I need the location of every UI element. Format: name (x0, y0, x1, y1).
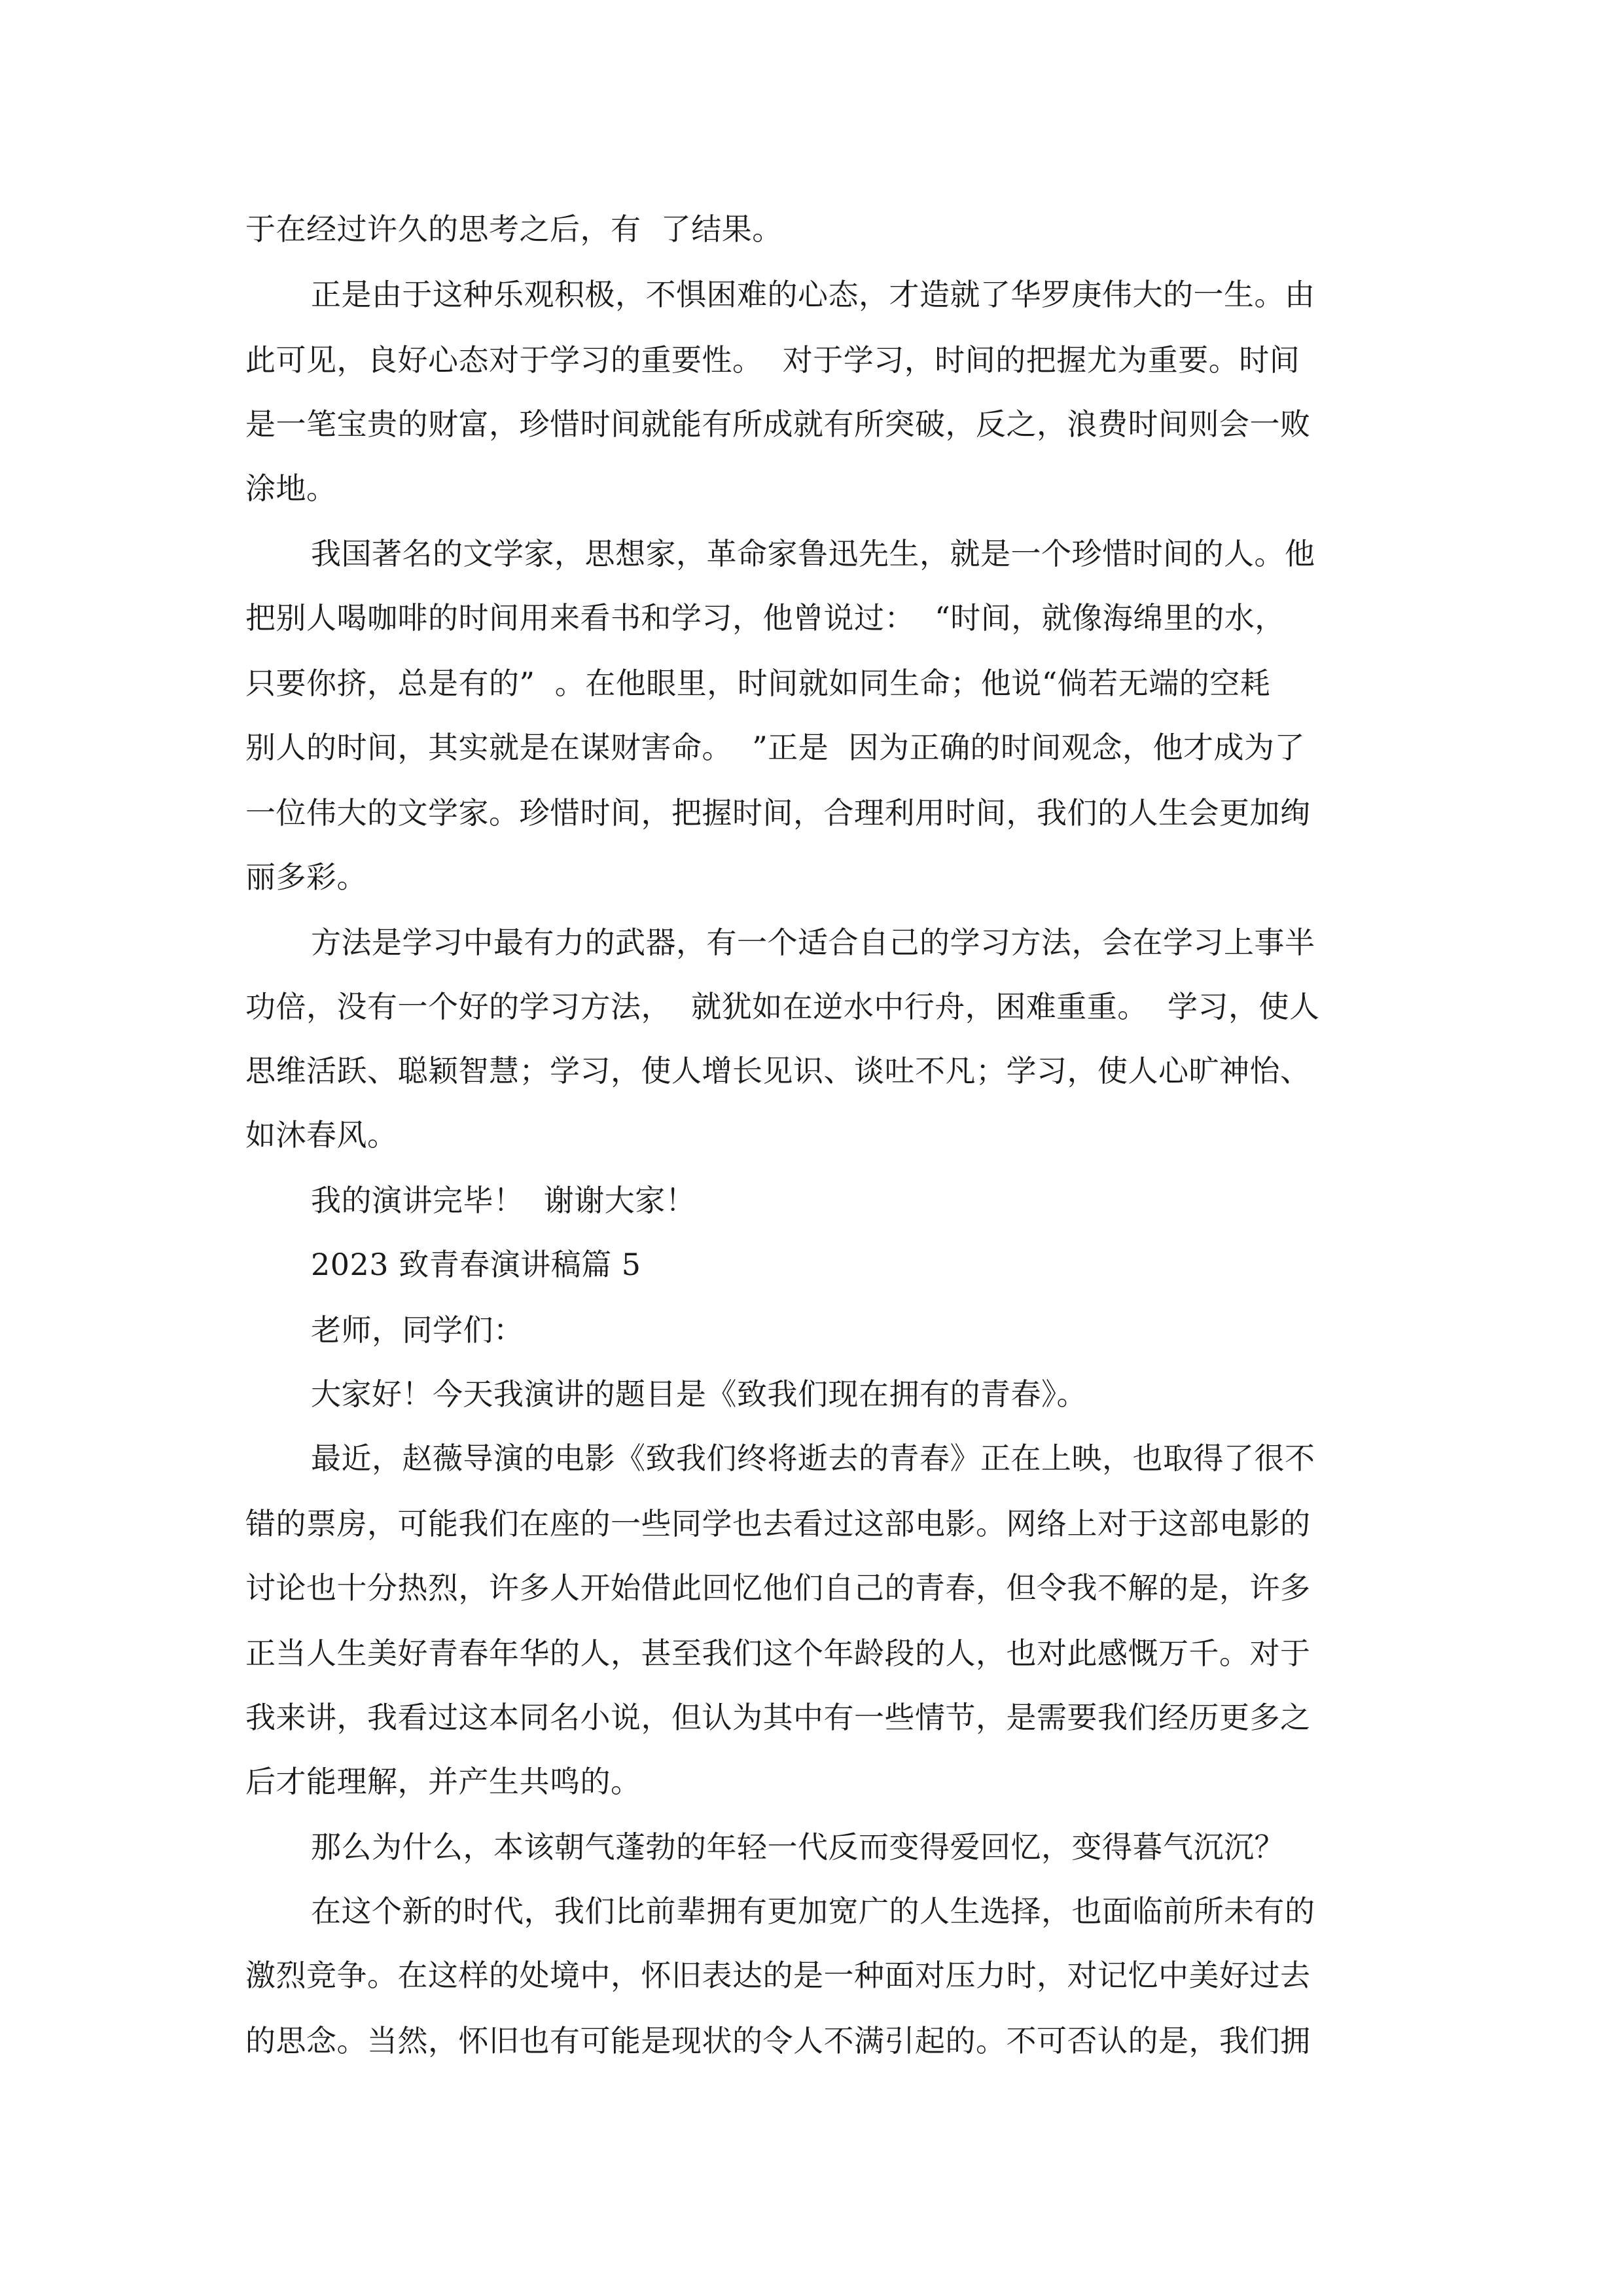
text-line: 涂地。 (245, 471, 337, 506)
text-line: 我来讲，我看过这本同名小说，但认为其中有一些情节，是需要我们经历更多之 (245, 1700, 1311, 1735)
text-line: 于在经过许久的思考之后，有 了结果。 (245, 211, 783, 247)
text-line: 最近，赵薇导演的电影《致我们终将逝去的青春》正在上映，也取得了很不 (311, 1441, 1315, 1476)
text-line: 激烈竞争。在这样的处境中，怀旧表达的是一种面对压力时，对记忆中美好过去 (245, 1958, 1311, 1993)
text-line: 错的票房，可能我们在座的一些同学也去看过这部电影。网络上对于这部电影的 (245, 1506, 1311, 1541)
text-line: 别人的时间，其实就是在谋财害命。 ”正是 因为正确的时间观念，他才成为了 (245, 730, 1306, 765)
text-line: 是一笔宝贵的财富，珍惜时间就能有所成就有所突破，反之，浪费时间则会一败 (245, 406, 1311, 442)
text-line: 那么为什么，本该朝气蓬勃的年轻一代反而变得爱回忆，变得暮气沉沉？ (311, 1829, 1285, 1865)
text-line: 只要你挤，总是有的” 。在他眼里，时间就如同生命；他说“倘若无端的空耗 (245, 666, 1271, 701)
text-line: 把别人喝咖啡的时间用来看书和学习，他曾说过： “时间，就像海绵里的水， (245, 600, 1285, 636)
text-line: 正当人生美好青春年华的人，甚至我们这个年龄段的人，也对此感慨万千。对于 (245, 1636, 1311, 1671)
text-line: 丽多彩。 (245, 859, 367, 895)
text-line: 讨论也十分热烈，许多人开始借此回忆他们自己的青春，但令我不解的是，许多 (245, 1570, 1311, 1605)
text-line: 此可见，良好心态对于学习的重要性。 对于学习，时间的把握尤为重要。时间 (245, 342, 1300, 378)
text-line: 一位伟大的文学家。珍惜时间，把握时间，合理利用时间，我们的人生会更加绚 (245, 795, 1311, 831)
text-line: 我的演讲完毕！ 谢谢大家！ (311, 1183, 696, 1218)
text-line: 如沐春风。 (245, 1117, 398, 1153)
salutation: 老师，同学们： (311, 1312, 524, 1348)
text-line: 大家好！今天我演讲的题目是《致我们现在拥有的青春》。 (311, 1376, 1087, 1412)
text-line: 正是由于这种乐观积极，不惧困难的心态，才造就了华罗庚伟大的一生。由 (311, 277, 1315, 312)
text-line: 方法是学习中最有力的武器，有一个适合自己的学习方法，会在学习上事半 (311, 925, 1315, 960)
text-line: 思维活跃、聪颖智慧；学习，使人增长见识、谈吐不凡；学习，使人心旷神怡、 (245, 1053, 1311, 1088)
text-line: 在这个新的时代，我们比前辈拥有更加宽广的人生选择，也面临前所未有的 (311, 1893, 1315, 1929)
section-heading: 2023 致青春演讲稿篇 5 (311, 1247, 641, 1282)
text-line: 的思念。当然，怀旧也有可能是现状的令人不满引起的。不可否认的是，我们拥 (245, 2023, 1311, 2058)
text-line: 我国著名的文学家，思想家，革命家鲁迅先生，就是一个珍惜时间的人。他 (311, 536, 1315, 571)
text-line: 功倍，没有一个好的学习方法， 就犹如在逆水中行舟，困难重重。 学习，使人 (245, 989, 1320, 1024)
text-line: 后才能理解，并产生共鸣的。 (245, 1764, 641, 1799)
